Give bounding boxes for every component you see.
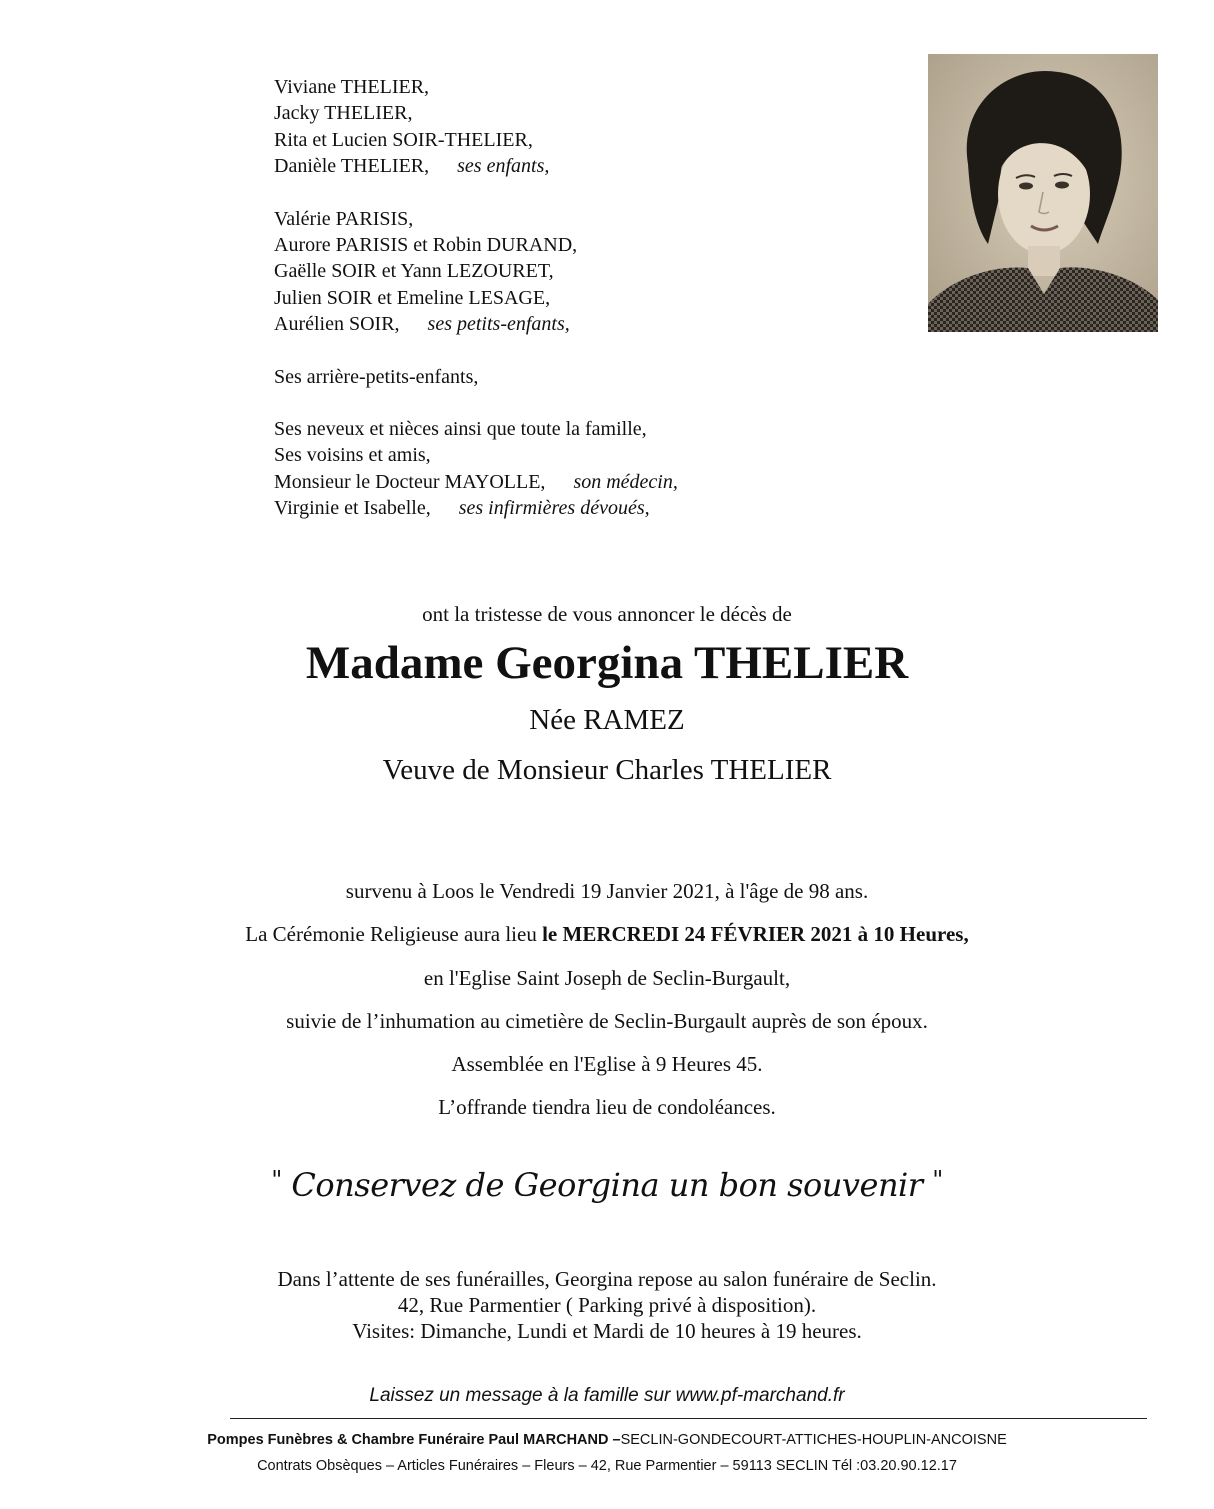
grandchildren-group	[274, 206, 678, 338]
deceased-name: Madame Georgina THELIER	[305, 637, 909, 689]
assembly-info: Assemblée en l'Eglise à 9 Heures 45.	[451, 1052, 763, 1077]
company-services: Contrats Obsèques – Articles Funéraires – Fleurs – 42, Rue Parmentier – 59113 SECLIN Tél :03.20.90.12.17	[257, 1457, 957, 1474]
children-group	[274, 74, 678, 180]
family-line: Ses voisins et amis,	[274, 444, 431, 467]
ceremony-date: le MERCREDI 24 FÉVRIER 2021 à 10 Heures,	[542, 922, 969, 947]
death-info: survenu à Loos le Vendredi 19 Janvier 2021, à l'âge de 98 ans.	[345, 879, 869, 903]
visiting-hours: Visites: Dimanche, Lundi et Mardi de 10 heures à 19 heures.	[352, 1319, 862, 1344]
family-line: Ses neveux et nièces ainsi que toute la famille,	[274, 418, 647, 441]
family-line-last	[274, 311, 678, 337]
quote-close-mark: "	[932, 1166, 943, 1194]
ceremony-prefix: La Cérémonie Religieuse aura lieu	[245, 922, 543, 947]
family-line	[274, 469, 678, 495]
doctor-name: Monsieur le Docteur MAYOLLE,	[274, 470, 546, 493]
ceremony-details	[0, 870, 1214, 1130]
family-line: Julien SOIR et Emeline LESAGE,	[274, 286, 551, 309]
burial-info: suivie de l’inhumation au cimetière de Seclin-Burgault auprès de son époux.	[286, 1008, 928, 1033]
family-name: Danièle THELIER,	[274, 155, 430, 178]
quote-text: Conservez de Georgina un bon souvenir	[291, 1166, 923, 1204]
repose-line: Dans l’attente de ses funérailles, Georgina repose au salon funéraire de Seclin.	[277, 1267, 937, 1291]
website-message: Laissez un message à la famille sur www.pf-marchand.fr	[369, 1385, 845, 1406]
great-grandchildren-group	[274, 364, 678, 390]
nurses-role: ses infirmières dévoués,	[458, 497, 650, 520]
maiden-name: Née RAMEZ	[529, 704, 685, 736]
quote-open-mark: "	[271, 1166, 282, 1194]
ceremony-info	[0, 913, 1214, 956]
repose-address: 42, Rue Parmentier ( Parking privé à disposition).	[397, 1293, 817, 1318]
offering-info: L’offrande tiendra lieu de condoléances.	[438, 1095, 776, 1120]
family-line: Gaëlle SOIR et Yann LEZOURET,	[274, 260, 554, 283]
doctor-role: son médecin,	[573, 470, 678, 493]
family-line: Jacky THELIER,	[274, 102, 413, 125]
family-role: ses enfants,	[457, 155, 550, 178]
family-list	[274, 74, 678, 548]
family-line: Aurore PARISIS et Robin DURAND,	[274, 234, 578, 257]
announcement-intro: ont la tristesse de vous annoncer le décès de	[422, 602, 792, 626]
family-line-last	[274, 153, 678, 179]
company-line	[0, 1428, 1214, 1454]
family-line: Viviane THELIER,	[274, 76, 430, 98]
church-info: en l'Eglise Saint Joseph de Seclin-Burgault,	[423, 965, 791, 990]
repose-info	[0, 1266, 1214, 1345]
family-name: Aurélien SOIR,	[274, 313, 400, 336]
nurses-name: Virginie et Isabelle,	[274, 497, 431, 520]
company-locations: SECLIN-GONDECOURT-ATTICHES-HOUPLIN-ANCOISNE	[620, 1432, 1007, 1448]
family-line: Rita et Lucien SOIR-THELIER,	[274, 128, 533, 151]
widow-of: Veuve de Monsieur Charles THELIER	[382, 754, 832, 786]
company-footer	[0, 1428, 1214, 1479]
portrait-photo	[928, 54, 1158, 332]
family-line: Valérie PARISIS,	[274, 207, 414, 230]
family-role: ses petits-enfants,	[427, 313, 570, 336]
family-line: Ses arrière-petits-enfants,	[274, 365, 479, 388]
memorial-quote	[0, 1166, 1214, 1204]
family-line	[274, 495, 678, 521]
footer-divider	[230, 1418, 1147, 1419]
others-group	[274, 416, 678, 522]
company-name: Pompes Funèbres & Chambre Funéraire Paul MARCHAND –	[207, 1432, 621, 1448]
